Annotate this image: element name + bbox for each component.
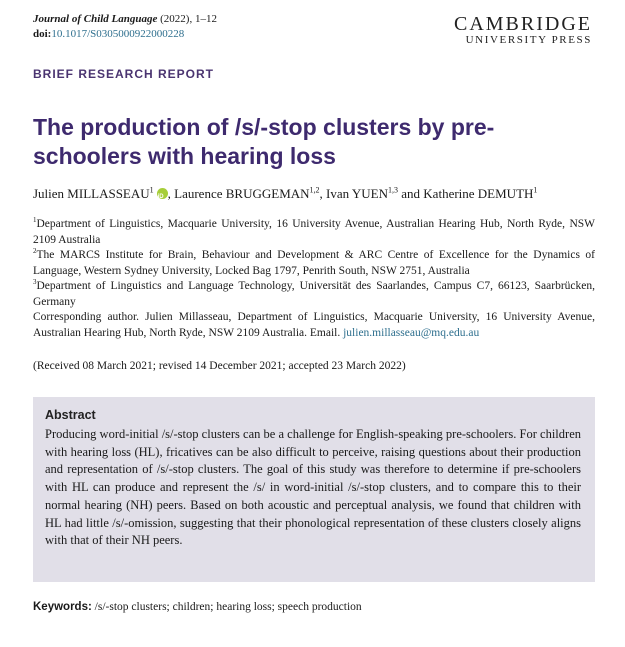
abstract-box	[33, 397, 595, 582]
publisher-line1: CAMBRIDGE	[453, 13, 592, 35]
affiliation-text: Department of Linguistics and Language Technology, Universität des Saarlandes, Campus C7, 66123, Saarbrücken, Germany	[33, 280, 595, 308]
abstract-heading: Abstract	[45, 408, 96, 422]
abstract-text: Producing word-initial /s/-stop clusters can be a challenge for English-speaking pre-schoolers. For children with hearing loss (HL), fricatives can be also difficult to perceive, raising questions about their production and representation of /s/-stop clusters. The goal of this study was therefore to determine if pre-schoolers with HL can produce and represent the /s/ in word-initial /s/-stop clusters, and to compare this to their normal hearing (NH) peers. Based on both acoustic and perceptual analysis, we found that children with HL had little /s/-omission, suggesting that their phonological representation of these clusters closely aligns with that of their NH peers.	[45, 427, 581, 548]
author-affiliation-sup: 1,2	[309, 185, 320, 195]
author-affiliation-sup: 1	[533, 185, 538, 195]
journal-year-pages: (2022), 1–12	[160, 13, 217, 25]
doi-link[interactable]: 10.1017/S0305000922000228	[51, 28, 185, 40]
author-list	[33, 186, 537, 202]
affiliation-sup: 1	[33, 216, 37, 225]
author-affiliation-sup: 1,3	[388, 185, 399, 195]
author-separator: and	[398, 186, 424, 201]
corresponding-text: Corresponding author. Julien Millasseau, Department of Linguistics, Macquarie University, 16 University Avenue, Australian Hearing Hub, North Ryde, NSW 2109 Australia. Email.	[33, 311, 595, 339]
author-name: Julien MILLASSEAU	[33, 186, 150, 201]
affiliation-text: The MARCS Institute for Brain, Behaviour and Development & ARC Centre of Excellence for the Dynamics of Language, Western Sydney University, Locked Bag 1797, Penrith South, NSW 2751, Australia	[33, 249, 595, 277]
article-title: The production of /s/-stop clusters by pre-schoolers with hearing loss	[33, 114, 495, 169]
author-separator: ,	[167, 186, 175, 201]
author-name: Ivan YUEN	[326, 186, 389, 201]
keywords-label: Keywords:	[33, 601, 92, 613]
affiliation-1	[33, 217, 595, 248]
keywords	[33, 600, 362, 615]
affiliation-3	[33, 279, 595, 310]
email-link[interactable]: julien.millasseau@mq.edu.au	[343, 326, 480, 339]
affiliations	[33, 217, 595, 341]
received-dates: (Received 08 March 2021; revised 14 December 2021; accepted 23 March 2022)	[33, 360, 406, 372]
journal-header	[33, 12, 217, 42]
author-separator: ,	[319, 186, 327, 201]
author-name: Laurence BRUGGEMAN	[174, 186, 310, 201]
author-name: Katherine DEMUTH	[423, 186, 534, 201]
doi-label: doi:	[33, 28, 52, 40]
section-label: BRIEF RESEARCH REPORT	[33, 67, 215, 81]
orcid-icon[interactable]	[157, 188, 168, 199]
affiliation-sup: 2	[33, 247, 37, 256]
publisher-logo	[454, 14, 592, 47]
journal-name: Journal of Child Language	[33, 13, 158, 25]
affiliation-2	[33, 248, 595, 279]
publisher-line2: UNIVERSITY PRESS	[465, 34, 592, 46]
author-affiliation-sup: 1	[149, 185, 154, 195]
corresponding-author	[33, 310, 595, 341]
affiliation-text: Department of Linguistics, Macquarie University, 16 University Avenue, Australian Hearing Hub, North Ryde, NSW 2109 Australia	[33, 218, 595, 246]
keywords-text: /s/-stop clusters; children; hearing loss; speech production	[94, 601, 362, 613]
affiliation-sup: 3	[33, 278, 37, 287]
